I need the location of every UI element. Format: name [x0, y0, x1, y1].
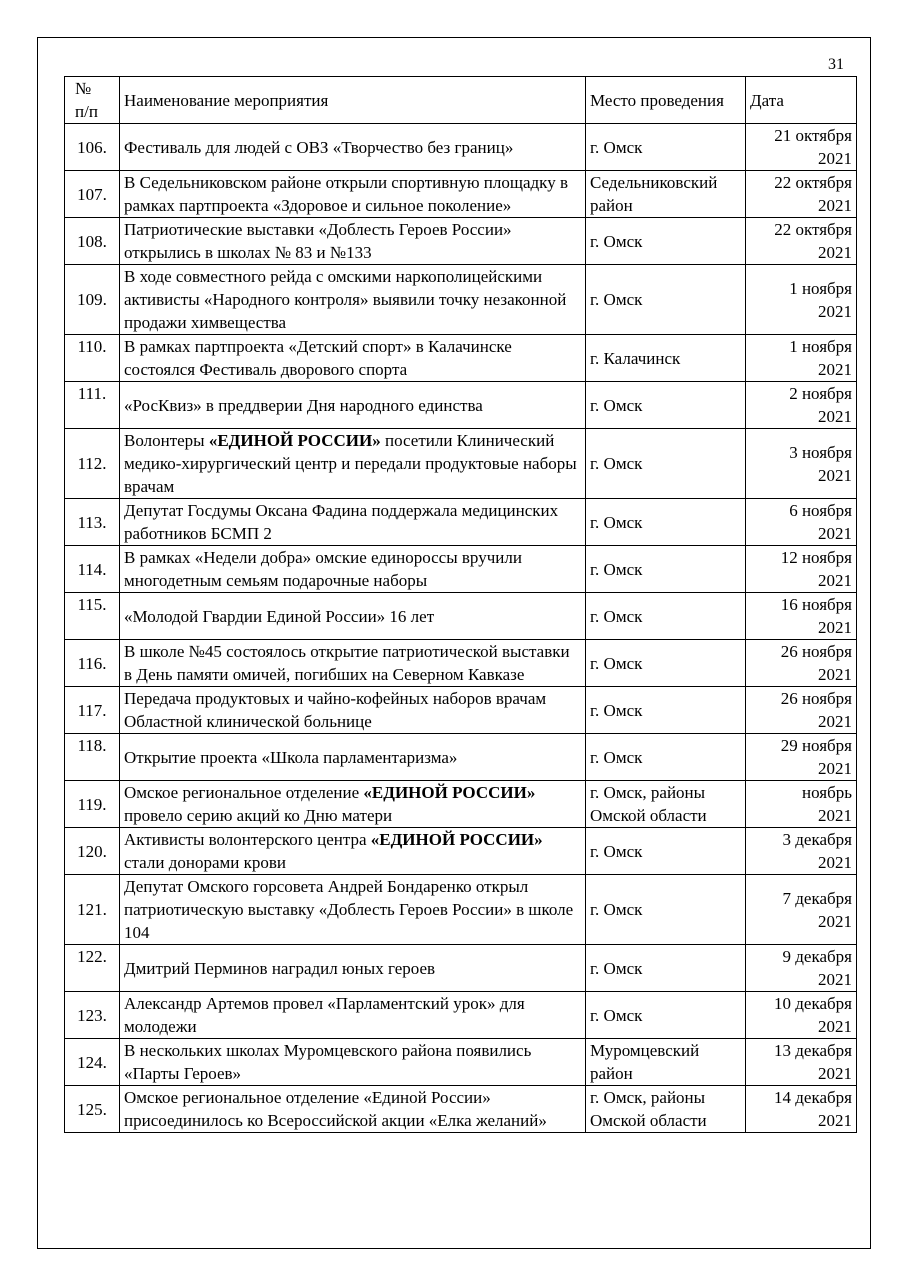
event-date-year: 2021 [818, 853, 852, 872]
table-row [65, 124, 857, 171]
event-date-day: 1 ноября [789, 337, 852, 356]
event-date-day: 12 ноября [780, 548, 852, 567]
event-date-year: 2021 [818, 196, 852, 215]
table-row [65, 593, 857, 640]
event-date-day: 16 ноября [780, 595, 852, 614]
event-date-year: 2021 [818, 524, 852, 543]
event-name-part: Депутат Омского горсовета Андрей Бондаренко открыл патриотическую выставку «Доблесть Героев России» в школе 104 [124, 877, 574, 942]
event-place: г. Омск, районы Омской области [586, 1086, 746, 1133]
event-date-day: 9 декабря [782, 947, 852, 966]
event-name [120, 593, 586, 640]
event-name-part: Омское региональное отделение [124, 783, 364, 802]
event-name-part: «РосКвиз» в преддверии Дня народного единства [124, 395, 483, 415]
table-row [65, 781, 857, 828]
header-date: Дата [746, 77, 857, 124]
event-date-year: 2021 [818, 149, 852, 168]
event-date [746, 265, 857, 335]
table-row [65, 429, 857, 499]
header-number-line1: № [75, 79, 92, 98]
event-name [120, 945, 586, 992]
row-number: 116. [65, 640, 120, 687]
table-row [65, 382, 857, 429]
event-name-part: В рамках «Недели добра» омские единороссы вручили многодетным семьям подарочные наборы [124, 548, 522, 590]
event-name [120, 875, 586, 945]
event-place: г. Омск [586, 499, 746, 546]
event-place: г. Омск [586, 382, 746, 429]
event-name-bold-part: «ЕДИНОЙ РОССИИ» [370, 830, 543, 849]
event-date-day: 22 октября [774, 220, 852, 239]
event-place: г. Омск [586, 687, 746, 734]
event-date-day: 3 декабря [782, 830, 852, 849]
row-number: 109. [65, 265, 120, 335]
event-date-year: 2021 [818, 665, 852, 684]
event-date [746, 124, 857, 171]
row-number: 110. [65, 335, 120, 382]
event-name-part: провело серию акций ко Дню матери [124, 806, 393, 825]
event-date-year: 2021 [818, 712, 852, 731]
row-number: 106. [65, 124, 120, 171]
event-date-day: 14 декабря [774, 1088, 852, 1107]
header-name: Наименование мероприятия [120, 77, 586, 124]
event-date-day: 26 ноября [780, 642, 852, 661]
row-number: 107. [65, 171, 120, 218]
event-date-day: 3 ноября [789, 442, 852, 462]
event-name [120, 828, 586, 875]
event-date-year: 2021 [818, 301, 852, 321]
table-row [65, 992, 857, 1039]
event-date-year: 2021 [818, 806, 852, 825]
event-name [120, 429, 586, 499]
event-date [746, 828, 857, 875]
event-name-bold-part: «ЕДИНОЙ РОССИИ» [208, 431, 381, 450]
event-name [120, 1086, 586, 1133]
event-name [120, 992, 586, 1039]
event-name-bold-part: «ЕДИНОЙ РОССИИ» [363, 783, 536, 802]
table-row [65, 945, 857, 992]
event-date-year: 2021 [818, 360, 852, 379]
event-name-part: Передача продуктовых и чайно-кофейных наборов врачам Областной клинической больнице [124, 689, 547, 731]
event-place: г. Омск [586, 546, 746, 593]
event-date [746, 687, 857, 734]
event-place: Муромцевский район [586, 1039, 746, 1086]
table-row [65, 875, 857, 945]
event-date-year: 2021 [818, 1111, 852, 1130]
row-number: 121. [65, 875, 120, 945]
row-number: 114. [65, 546, 120, 593]
event-date [746, 945, 857, 992]
event-name [120, 499, 586, 546]
event-place: г. Омск [586, 429, 746, 499]
event-place: г. Омск [586, 875, 746, 945]
header-number [65, 77, 120, 124]
event-name [120, 335, 586, 382]
row-number: 122. [65, 945, 120, 992]
table-row [65, 687, 857, 734]
event-date [746, 382, 857, 429]
event-name [120, 640, 586, 687]
event-name-part: стали донорами крови [124, 853, 286, 872]
table-row [65, 734, 857, 781]
event-date-day: 1 ноября [789, 278, 852, 298]
event-name-part: Волонтеры [124, 431, 209, 450]
header-number-line2: п/п [75, 102, 98, 121]
event-date-day: 7 декабря [782, 888, 852, 908]
event-place: г. Омск [586, 734, 746, 781]
event-date [746, 1086, 857, 1133]
event-place: г. Омск [586, 992, 746, 1039]
event-name-part: Дмитрий Перминов наградил юных героев [124, 958, 436, 978]
table-row [65, 828, 857, 875]
event-name [120, 734, 586, 781]
event-date [746, 1039, 857, 1086]
table-row [65, 1039, 857, 1086]
event-place: г. Омск [586, 218, 746, 265]
table-row [65, 499, 857, 546]
row-number: 108. [65, 218, 120, 265]
header-place: Место проведения [586, 77, 746, 124]
table-row [65, 265, 857, 335]
event-date [746, 640, 857, 687]
event-date-day: 10 декабря [774, 994, 852, 1013]
event-date-year: 2021 [818, 1064, 852, 1083]
row-number: 113. [65, 499, 120, 546]
event-name [120, 781, 586, 828]
event-name-part: В Седельниковском районе открыли спортивную площадку в рамках партпроекта «Здоровое и сильное поколение» [124, 173, 568, 215]
event-name-part: В нескольких школах Муромцевского района появились «Парты Героев» [124, 1041, 532, 1083]
event-date-year: 2021 [818, 970, 852, 989]
event-date [746, 429, 857, 499]
event-date-year: 2021 [818, 618, 852, 637]
page-number: 31 [828, 56, 844, 73]
row-number: 111. [65, 382, 120, 429]
event-name [120, 124, 586, 171]
event-date-day: 21 октября [774, 126, 852, 145]
event-name-part: «Молодой Гвардии Единой России» 16 лет [124, 606, 435, 626]
events-table [64, 76, 857, 1133]
event-name-part: В школе №45 состоялось открытие патриотической выставки в День памяти омичей, погибших на Северном Кавказе [124, 642, 570, 684]
event-name [120, 546, 586, 593]
event-name-part: Патриотические выставки «Доблесть Героев России» открылись в школах № 83 и №133 [124, 220, 512, 262]
event-name [120, 171, 586, 218]
event-name-part: В рамках партпроекта «Детский спорт» в Калачинске состоялся Фестиваль дворового спорта [124, 337, 512, 379]
event-date [746, 781, 857, 828]
row-number: 125. [65, 1086, 120, 1133]
event-date-year: 2021 [818, 759, 852, 778]
event-date-year: 2021 [818, 911, 852, 931]
event-date-day: 2 ноября [789, 384, 852, 403]
row-number: 117. [65, 687, 120, 734]
event-name-part: Депутат Госдумы Оксана Фадина поддержала медицинских работников БСМП 2 [124, 501, 559, 543]
event-place: г. Омск, районы Омской области [586, 781, 746, 828]
event-date [746, 171, 857, 218]
event-date [746, 218, 857, 265]
event-date-year: 2021 [818, 465, 852, 485]
event-date-day: 13 декабря [774, 1041, 852, 1060]
event-name-part: Активисты волонтерского центра [124, 830, 371, 849]
event-date-day: ноябрь [802, 783, 852, 802]
event-date-day: 29 ноября [780, 736, 852, 755]
table-header-row [65, 77, 857, 124]
event-name [120, 382, 586, 429]
event-name [120, 1039, 586, 1086]
event-date [746, 593, 857, 640]
event-date [746, 734, 857, 781]
event-name-part: Омское региональное отделение «Единой России» присоединилось ко Всероссийской акции «Елка желаний» [124, 1088, 547, 1130]
event-place: г. Омск [586, 593, 746, 640]
event-date [746, 992, 857, 1039]
event-date-year: 2021 [818, 243, 852, 262]
table-row [65, 335, 857, 382]
event-name [120, 218, 586, 265]
event-name-part: Фестиваль для людей с ОВЗ «Творчество без границ» [124, 137, 514, 157]
row-number: 124. [65, 1039, 120, 1086]
event-date [746, 335, 857, 382]
event-place: г. Омск [586, 945, 746, 992]
event-place: г. Омск [586, 124, 746, 171]
table-row [65, 1086, 857, 1133]
table-row [65, 171, 857, 218]
event-date [746, 499, 857, 546]
event-place: г. Омск [586, 828, 746, 875]
event-date-day: 22 октября [774, 173, 852, 192]
row-number: 115. [65, 593, 120, 640]
event-date [746, 546, 857, 593]
event-date [746, 875, 857, 945]
event-place: г. Калачинск [586, 335, 746, 382]
event-date-year: 2021 [818, 407, 852, 426]
row-number: 120. [65, 828, 120, 875]
event-date-year: 2021 [818, 571, 852, 590]
event-place: Седельниковский район [586, 171, 746, 218]
event-name-part: В ходе совместного рейда с омскими наркополицейскими активисты «Народного контроля» выявили точку незаконной продажи химвещества [124, 267, 567, 332]
event-date-day: 26 ноября [780, 689, 852, 708]
event-place: г. Омск [586, 640, 746, 687]
row-number: 119. [65, 781, 120, 828]
event-name [120, 265, 586, 335]
event-name-part: Открытие проекта «Школа парламентаризма» [124, 747, 458, 767]
row-number: 118. [65, 734, 120, 781]
event-name [120, 687, 586, 734]
event-date-year: 2021 [818, 1017, 852, 1036]
event-name-part: посетили Клинический медико-хирургический центр и передали продуктовые наборы врачам [124, 431, 577, 496]
table-row [65, 640, 857, 687]
event-date-day: 6 ноября [789, 501, 852, 520]
row-number: 123. [65, 992, 120, 1039]
event-name-part: Александр Артемов провел «Парламентский урок» для молодежи [124, 994, 525, 1036]
table-row [65, 546, 857, 593]
event-place: г. Омск [586, 265, 746, 335]
table-row [65, 218, 857, 265]
row-number: 112. [65, 429, 120, 499]
